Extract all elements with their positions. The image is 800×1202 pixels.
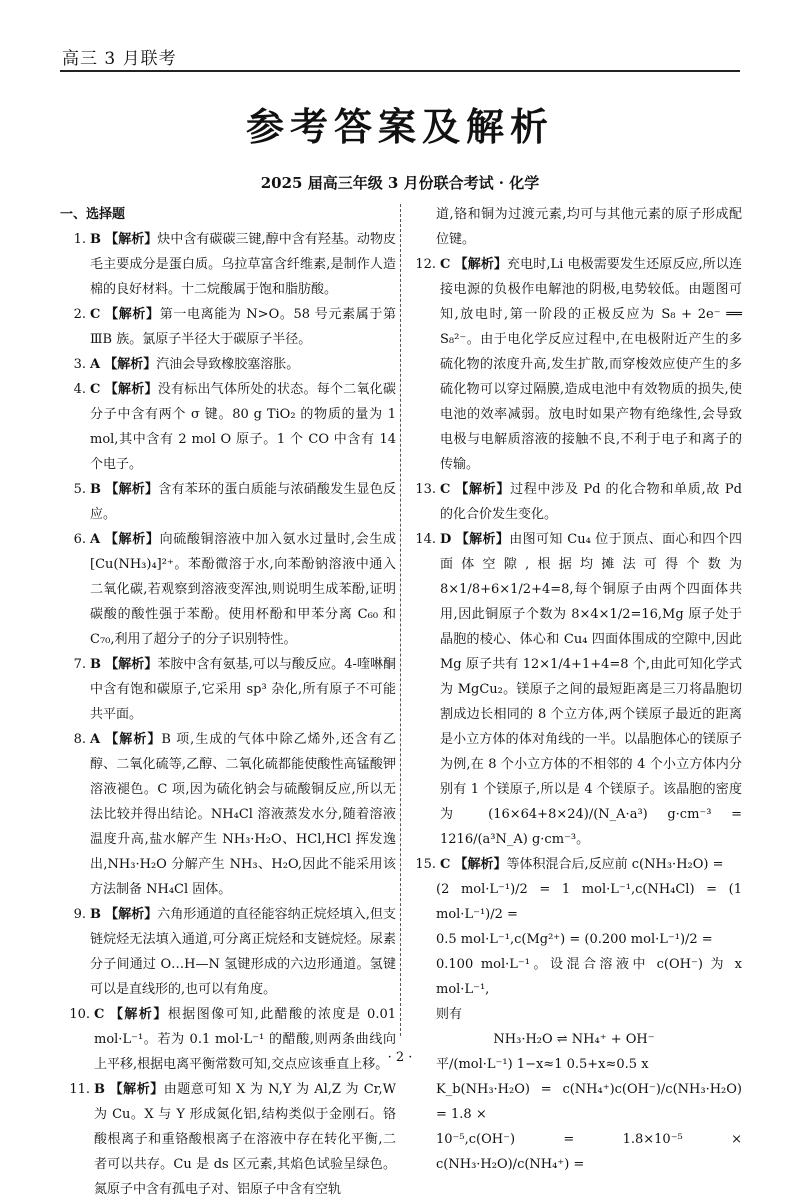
column-divider — [400, 204, 401, 1036]
item-number: 6. — [73, 532, 86, 547]
analysis-tag: 【解析】 — [105, 482, 159, 497]
answer-item — [60, 477, 396, 527]
analysis-tag: 【解析】 — [104, 357, 157, 372]
analysis-tag: 【解析】 — [455, 482, 511, 497]
answer-item-12 — [406, 252, 742, 477]
answer-letter: A — [90, 532, 101, 547]
item-text: 根据图像可知,此醋酸的浓度是 0.01 mol·L⁻¹。若为 0.1 mol·L⁻¹ 的醋酸,则两条曲线向上平移,根据电离平衡常数可知,交点应该垂直上移。 — [94, 1007, 396, 1072]
answer-item — [60, 1077, 396, 1202]
answer-item-14 — [406, 527, 742, 852]
item-body — [440, 852, 742, 877]
answer-item — [60, 302, 396, 352]
item-text: 炔中含有碳碳三键,醇中含有羟基。动物皮毛主要成分是蛋白质。乌拉草富含纤维素,是制作人造棉的良好材料。十二烷酸属于饱和脂肪酸。 — [90, 232, 396, 297]
item-text: 含有苯环的蛋白质能与浓硝酸发生显色反应。 — [90, 482, 396, 522]
item-text: 六角形通道的直径能容纳正烷烃填入,但支链烷烃无法填入通道,可分离正烷烃和支链烷烃。尿素分子间通过 O…H—N 氢键形成的六边形通道。氢键可以是直线形的,也可以有角度。 — [90, 907, 396, 997]
answer-item-15 — [406, 852, 742, 877]
q15-line: 0.100 mol·L⁻¹。设混合溶液中 c(OH⁻) 为 x mol·L⁻¹, — [436, 957, 742, 997]
analysis-tag: 【解析】 — [104, 382, 158, 397]
analysis-tag: 【解析】 — [454, 857, 507, 872]
answer-letter: B — [90, 232, 101, 247]
item-body — [90, 727, 396, 902]
item-text: 由图可知 Cu₄ 位于顶点、面心和四个四面体空隙,根据均摊法可得个数为 8×1/8+6×1/2+4=8,每个铜原子由两个四面体共用,因此铜原子个数为 8×4×1/2=16,Mg 原子处于晶胞的棱心、体心和 Cu₄ 四面体围成的空隙中,因此 Mg 原子共有 12×1/4+1+4=8 个,由此可知化学式为 MgCu₂。镁原子之间的最短距离是三刀将晶胞切割成边长相同的 8 个立方体,两个镁原子最近的距离是小立方体的体对角线的一半。以晶胞体心的镁原子为例,在 8 个小立方体的不相邻的 4 个小立方体内分别有 1 个镁原子,所以是 4 个镁原子。该晶胞的密度为 — [440, 532, 742, 822]
page-number: · 2 · — [387, 1050, 413, 1065]
item-number: 13. — [415, 482, 436, 497]
section-heading: 一、选择题 — [60, 207, 126, 222]
analysis-tag: 【解析】 — [105, 907, 158, 922]
analysis-tag: 【解析】 — [109, 1007, 168, 1022]
analysis-tag: 【解析】 — [105, 232, 158, 247]
answer-item — [60, 1002, 396, 1077]
item-body — [94, 1077, 396, 1202]
analysis-tag: 【解析】 — [455, 532, 510, 547]
equilibrium-row: 平/(mol·L⁻¹) 1−x≈1 0.5+x≈0.5 x — [436, 1057, 649, 1072]
header-label: 高三 3 月联考 — [62, 49, 177, 69]
answer-letter: A — [90, 357, 101, 372]
item-number: 2. — [73, 307, 86, 322]
analysis-tag: 【解析】 — [105, 307, 160, 322]
item-body — [440, 527, 742, 852]
analysis-tag: 【解析】 — [105, 732, 162, 747]
item-text: 没有标出气体所处的状态。每个二氧化碳分子中含有两个 σ 键。80 g TiO₂ 的物质的量为 1 mol,其中含有 2 mol O 原子。1 个 CO 中含有 14 个电子。 — [90, 382, 396, 472]
kb-expression-cont: 10⁻⁵,c(OH⁻) = 1.8×10⁻⁵ × c(NH₃·H₂O)/c(NH₄⁺) = — [436, 1132, 742, 1172]
answer-item — [60, 902, 396, 1002]
answer-letter: C — [440, 257, 451, 272]
item-text: 第一电离能为 N>O。58 号元素属于第 ⅢB 族。氯原子半径大于碳原子半径。 — [90, 307, 396, 347]
equilibrium-equation: NH₃·H₂O ⇌ NH₄⁺ + OH⁻ — [493, 1032, 655, 1047]
item-body — [90, 377, 396, 477]
item-body — [90, 652, 396, 727]
answer-letter: C — [440, 857, 451, 872]
answer-letter: C — [440, 482, 451, 497]
item-text: 苯胺中含有氨基,可以与酸反应。4-喹啉酮中含有饱和碳原子,它采用 sp³ 杂化,所有原子不可能共平面。 — [90, 657, 396, 722]
answer-letter: D — [440, 532, 452, 547]
item-number: 15. — [415, 857, 436, 872]
header-rule — [60, 70, 740, 72]
item-number: 9. — [73, 907, 86, 922]
item-text: 过程中涉及 Pd 的化合物和单质,故 Pd 的化合价发生变化。 — [440, 482, 742, 522]
q15-line: 则有 — [436, 1007, 463, 1022]
item-number: 4. — [73, 382, 86, 397]
answer-letter: B — [94, 1082, 105, 1097]
analysis-tag: 【解析】 — [454, 257, 508, 272]
item-body — [94, 1002, 396, 1077]
item-number: 14. — [415, 532, 436, 547]
item-text: 向硫酸铜溶液中加入氨水过量时,会生成[Cu(NH₃)₄]²⁺。苯酚微溶于水,向苯酚钠溶液中通入二氧化碳,若观察到溶液变浑浊,则说明生成苯酚,证明碳酸的酸性强于苯酚。使用杯酚和甲苯分离 C₆₀ 和 C₇₀,利用了超分子的分子识别特性。 — [90, 532, 396, 647]
item-text: B 项,生成的气体中除乙烯外,还含有乙醇、二氧化硫等,乙醇、二氧化硫都能使酸性高锰酸钾溶液褪色。C 项,因为硫化钠会与硫酸铜反应,所以无法比较并得出结论。NH₄Cl 溶液蒸发水分,随着溶液温度升高,盐水解产生 NH₃·H₂O、HCl,HCl 挥发逸出,NH₃·H₂O 分解产生 NH₃、H₂O,因此不能采用该方法制备 NH₄Cl 固体。 — [90, 732, 396, 897]
answer-item — [60, 377, 396, 477]
item-number: 10. — [69, 1007, 90, 1022]
answer-letter: C — [94, 1007, 105, 1022]
analysis-tag: 【解析】 — [105, 657, 158, 672]
answer-letter: C — [90, 382, 101, 397]
kb-expression: K_b(NH₃·H₂O) = c(NH₄⁺)c(OH⁻)/c(NH₃·H₂O) = 1.8 × — [436, 1082, 742, 1122]
answer-item — [60, 352, 396, 377]
item-number: 8. — [73, 732, 86, 747]
item-number: 7. — [73, 657, 86, 672]
item-body — [440, 477, 742, 527]
item-body — [90, 302, 396, 352]
answer-item — [60, 227, 396, 302]
answer-letter: B — [90, 657, 101, 672]
q15-line: (2 mol·L⁻¹)/2 = 1 mol·L⁻¹,c(NH₄Cl) = (1 mol·L⁻¹)/2 = — [436, 882, 742, 922]
q11-continuation: 道,铬和铜为过渡元素,均可与其他元素的原子形成配位键。 — [436, 207, 742, 247]
answer-item — [60, 527, 396, 652]
exam-subtitle: 2025 届高三年级 3 月份联合考试 · 化学 — [260, 174, 540, 192]
answer-letter: C — [90, 307, 101, 322]
item-body — [90, 902, 396, 1002]
answer-item-13 — [406, 477, 742, 527]
item-body — [90, 527, 396, 652]
answer-item — [60, 727, 396, 902]
item-number: 5. — [73, 482, 86, 497]
item-number: 3. — [73, 357, 86, 372]
item-text: 等体积混合后,反应前 c(NH₃·H₂O) = — [506, 857, 724, 872]
answer-letter: B — [90, 907, 101, 922]
item-number: 1. — [73, 232, 86, 247]
answer-letter: B — [90, 482, 101, 497]
item-text: 由题意可知 X 为 N,Y 为 Al,Z 为 Cr,W 为 Cu。X 与 Y 形成氮化铝,结构类似于金刚石。铬酸根离子和重铬酸根离子在溶液中存在转化平衡,二者可以共存。Cu 是 ds 区元素,其焰色试验呈绿色。氮原子中含有孤电子对、铝原子中含有空轨 — [94, 1082, 396, 1197]
item-body — [90, 352, 396, 377]
page-title: 参考答案及解析 — [245, 105, 554, 149]
item-text: 充电时,Li 电极需要发生还原反应,所以连接电源的负极作电解池的阴极,电势较低。由题图可知,放电时,第一阶段的正极反应为 S₈ + 2e⁻ ══ S₈²⁻。由于电化学反应过程中,在电极附近产生的多硫化物的浓度升高,发生扩散,而穿梭效应使产生的多硫化物可以穿过隔膜,造成电池中有效物质的损失,使电池的效率减弱。放电时如果产物有绝缘性,会导致电极与电解质溶液的接触不良,不利于电子和离子的传输。 — [440, 257, 742, 472]
answer-item — [60, 652, 396, 727]
density-formula: (16×64+8×24)/(N_A·a³) g·cm⁻³ = 1216/(a³N_A) g·cm⁻³。 — [440, 807, 742, 847]
answer-letter: A — [90, 732, 101, 747]
item-body — [440, 252, 742, 477]
right-column — [406, 202, 742, 1177]
analysis-tag: 【解析】 — [104, 532, 160, 547]
item-number: 12. — [415, 257, 436, 272]
q15-line: 0.5 mol·L⁻¹,c(Mg²⁺) = (0.200 mol·L⁻¹)/2 = — [436, 932, 713, 947]
item-number: 11. — [69, 1082, 90, 1097]
item-body — [90, 477, 396, 527]
analysis-tag: 【解析】 — [109, 1082, 164, 1097]
item-text: 汽油会导致橡胶塞溶胀。 — [156, 357, 300, 372]
item-body — [90, 227, 396, 302]
